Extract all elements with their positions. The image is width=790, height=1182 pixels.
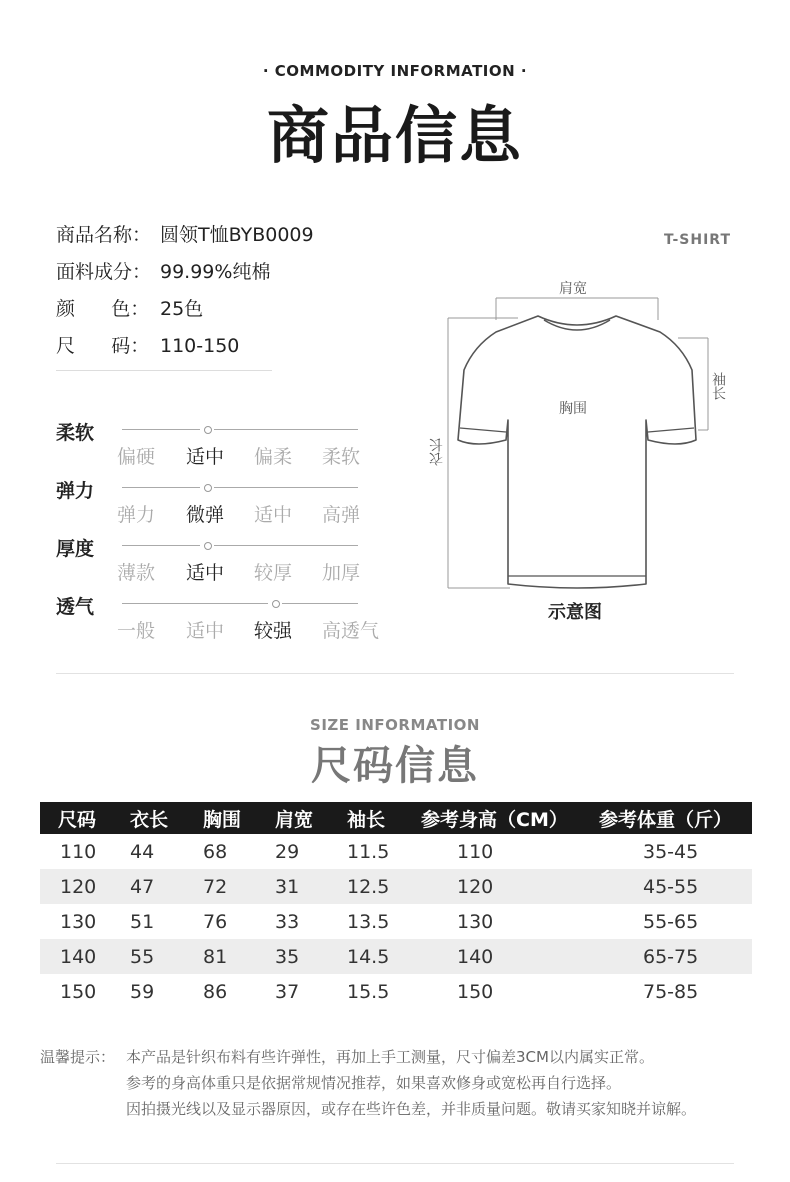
table-cell: 86 bbox=[203, 980, 228, 1003]
table-cell: 35-45 bbox=[643, 840, 699, 863]
table-cell: 13.5 bbox=[347, 910, 390, 933]
info-key: 颜 色： bbox=[56, 298, 150, 320]
attribute-option: 高弹 bbox=[322, 504, 361, 526]
table-cell: 130 bbox=[457, 910, 494, 933]
table-cell: 110 bbox=[60, 840, 97, 863]
table-row bbox=[40, 904, 752, 939]
info-row-fabric bbox=[56, 258, 270, 286]
label-body-length: 衣长 bbox=[429, 438, 445, 466]
tshirt-diagram bbox=[420, 270, 740, 600]
scale-line bbox=[214, 545, 358, 546]
note-line: 本产品是针织布料有些许弹性，再加上手工测量，尺寸偏差3CM以内属实正常。 bbox=[126, 1048, 654, 1066]
scale-line bbox=[282, 603, 358, 604]
attribute-option: 适中 bbox=[186, 620, 225, 642]
table-cell: 55-65 bbox=[643, 910, 699, 933]
column-header: 参考身高（CM） bbox=[421, 802, 599, 834]
table-cell: 150 bbox=[60, 980, 97, 1003]
table-cell: 81 bbox=[203, 939, 275, 974]
attribute-option: 高透气 bbox=[322, 620, 380, 642]
table-cell: 65-75 bbox=[599, 939, 752, 974]
table-row bbox=[40, 939, 752, 974]
table-cell: 35 bbox=[275, 939, 347, 974]
table-cell: 14.5 bbox=[347, 939, 421, 974]
column-header: 胸围 bbox=[203, 802, 275, 834]
scale-line bbox=[214, 429, 358, 430]
info-key: 面料成分： bbox=[56, 261, 152, 283]
table-cell: 31 bbox=[275, 869, 347, 904]
table-cell: 130 bbox=[60, 910, 97, 933]
attribute-option: 薄款 bbox=[117, 562, 156, 584]
attribute-option: 适中 bbox=[254, 504, 293, 526]
table-row bbox=[40, 974, 752, 1009]
scale-line bbox=[122, 603, 268, 604]
attribute-option-selected: 微弹 bbox=[186, 504, 225, 526]
size-table bbox=[40, 802, 752, 1009]
scale-line bbox=[122, 429, 200, 430]
note-line: 参考的身高体重只是依据常规情况推荐，如果喜欢修身或宽松再自行选择。 bbox=[126, 1074, 622, 1092]
scale-line bbox=[214, 487, 358, 488]
table-cell: 44 bbox=[130, 840, 155, 863]
column-header: 尺码 bbox=[40, 802, 130, 834]
table-cell: 72 bbox=[203, 869, 275, 904]
table-cell: 68 bbox=[203, 840, 228, 863]
page-title bbox=[267, 98, 523, 174]
section-eyebrow: · COMMODITY INFORMATION · bbox=[262, 62, 528, 80]
attribute-option-selected: 较强 bbox=[254, 620, 293, 642]
notes-label: 温馨提示： bbox=[40, 1048, 116, 1066]
info-divider bbox=[56, 370, 272, 371]
table-cell: 11.5 bbox=[347, 840, 390, 863]
note-line: 因拍摄光线以及显示器原因，或存在些许色差，并非质量问题。敬请买家知晓并谅解。 bbox=[126, 1100, 697, 1118]
attribute-label: 弹力 bbox=[56, 480, 95, 502]
scale-marker bbox=[204, 484, 212, 492]
table-cell: 150 bbox=[457, 980, 494, 1003]
info-value: 圆领T恤BYB0009 bbox=[160, 224, 314, 246]
table-cell: 75-85 bbox=[643, 980, 699, 1003]
table-cell: 140 bbox=[40, 939, 130, 974]
size-eyebrow: SIZE INFORMATION bbox=[310, 716, 480, 734]
attribute-option: 偏硬 bbox=[117, 446, 156, 468]
table-cell: 37 bbox=[275, 980, 300, 1003]
table-cell: 59 bbox=[130, 980, 155, 1003]
notes-body bbox=[126, 1044, 696, 1122]
attribute-label: 柔软 bbox=[56, 422, 95, 444]
info-value: 110-150 bbox=[160, 335, 240, 357]
page-title-text: 商品信息 bbox=[266, 99, 523, 172]
attribute-option-selected: 适中 bbox=[186, 562, 225, 584]
label-sleeve-length: 袖长 bbox=[710, 372, 726, 400]
table-cell: 15.5 bbox=[347, 980, 390, 1003]
attribute-option-selected: 适中 bbox=[186, 446, 225, 468]
column-header: 衣长 bbox=[130, 802, 203, 834]
column-header: 袖长 bbox=[347, 802, 421, 834]
attribute-option: 偏柔 bbox=[254, 446, 293, 468]
attribute-option: 加厚 bbox=[322, 562, 361, 584]
attribute-option: 一般 bbox=[117, 620, 156, 642]
table-cell: 45-55 bbox=[599, 869, 752, 904]
attribute-option: 较厚 bbox=[254, 562, 293, 584]
table-row bbox=[40, 834, 752, 869]
info-row-color bbox=[56, 295, 203, 323]
scale-line bbox=[122, 487, 200, 488]
size-title: 尺码信息 bbox=[311, 743, 479, 789]
size-table-header bbox=[40, 802, 752, 834]
info-value: 99.99%纯棉 bbox=[160, 261, 271, 283]
scale-marker bbox=[204, 426, 212, 434]
info-key: 商品名称： bbox=[56, 224, 152, 246]
table-cell: 33 bbox=[275, 910, 300, 933]
table-cell: 110 bbox=[457, 840, 494, 863]
table-cell: 29 bbox=[275, 840, 300, 863]
column-header: 参考体重（斤） bbox=[599, 802, 752, 834]
info-row-name bbox=[56, 221, 314, 249]
table-cell: 76 bbox=[203, 910, 228, 933]
label-chest: 胸围 bbox=[559, 401, 587, 417]
table-cell: 12.5 bbox=[347, 869, 421, 904]
info-key: 尺 码： bbox=[56, 335, 150, 357]
attribute-label: 厚度 bbox=[56, 538, 95, 560]
info-row-size bbox=[56, 332, 239, 360]
attribute-option: 弹力 bbox=[117, 504, 156, 526]
attribute-label: 透气 bbox=[56, 596, 95, 618]
table-cell: 55 bbox=[130, 939, 203, 974]
scale-marker bbox=[272, 600, 280, 608]
footer-divider bbox=[56, 1163, 734, 1164]
title-wrap bbox=[0, 98, 790, 174]
section-divider bbox=[56, 673, 734, 674]
table-row bbox=[40, 869, 752, 904]
attribute-option: 柔软 bbox=[322, 446, 361, 468]
table-cell: 120 bbox=[40, 869, 130, 904]
table-cell: 120 bbox=[421, 869, 599, 904]
table-cell: 140 bbox=[421, 939, 599, 974]
table-cell: 47 bbox=[130, 869, 203, 904]
scale-marker bbox=[204, 542, 212, 550]
table-cell: 51 bbox=[130, 910, 155, 933]
info-value: 25色 bbox=[160, 298, 204, 320]
column-header: 肩宽 bbox=[275, 802, 347, 834]
tshirt-tag: T-SHIRT bbox=[664, 232, 732, 248]
label-shoulder-width: 肩宽 bbox=[559, 281, 587, 297]
scale-line bbox=[122, 545, 200, 546]
diagram-caption: 示意图 bbox=[548, 602, 602, 623]
